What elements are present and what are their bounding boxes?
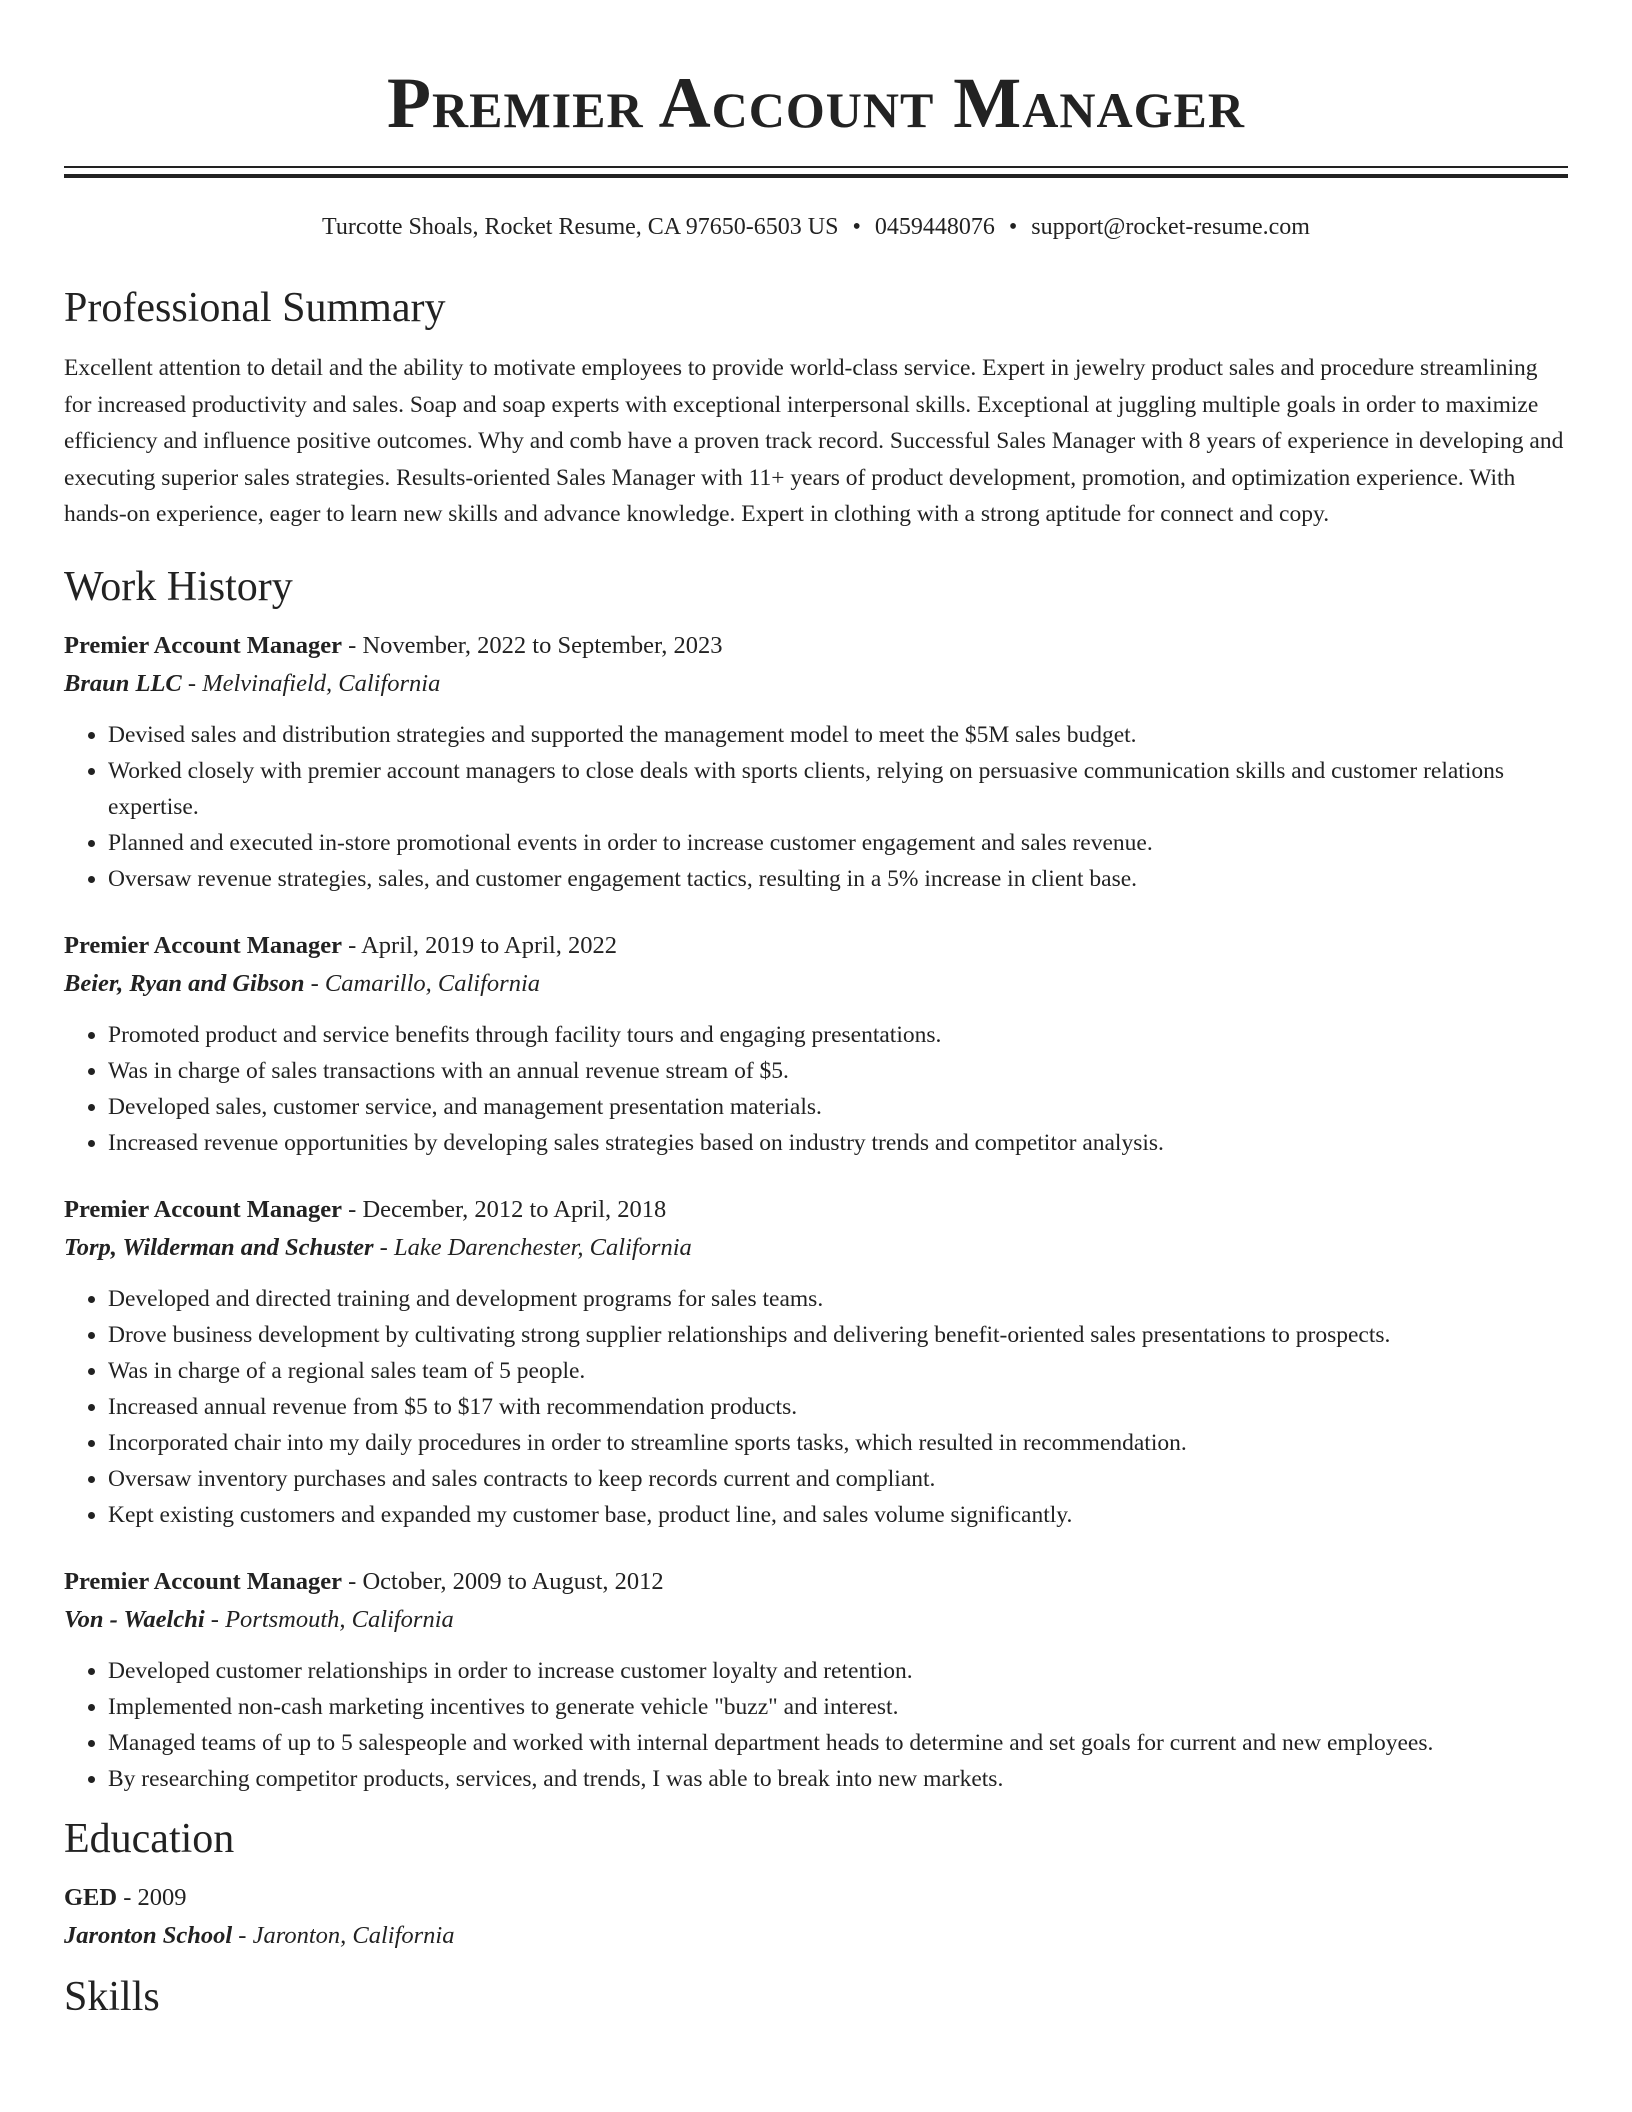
job-bullet: • Increased revenue opportunities by developing sales strategies based on industry trends and competitor analysis. [108, 1125, 1568, 1161]
job-location: - Lake Darenchester, California [373, 1233, 692, 1261]
job-title: Premier Account Manager [64, 631, 343, 659]
job-title-line [64, 1191, 1568, 1229]
job-bullet: • Implemented non-cash marketing incentives to generate vehicle "buzz" and interest. [108, 1689, 1568, 1725]
contact-line [64, 212, 1568, 242]
job-bullet: • Kept existing customers and expanded my customer base, product line, and sales volume significantly. [108, 1497, 1568, 1533]
job-location: - Portsmouth, California [204, 1605, 454, 1633]
summary-text: Excellent attention to detail and the ability to motivate employees to provide world-class service. Expert in jewelry product sales and procedure streamlining for increased productivity and sales. Soap and soap experts with exceptional interpersonal skills. Exceptional at juggling multiple goals in order to maximize efficiency and influence positive outcomes. Why and comb have a proven track record. Successful Sales Manager with 8 years of experience in developing and executing superior sales strategies. Results-oriented Sales Manager with 11+ years of product development, promotion, and optimization experience. With hands-on experience, eager to learn new skills and advance knowledge. Expert in clothing with a strong aptitude for connect and copy. [64, 355, 1564, 527]
job-dates: - October, 2009 to August, 2012 [342, 1567, 664, 1595]
job-bullet: • Oversaw inventory purchases and sales contracts to keep records current and compliant. [108, 1461, 1568, 1497]
job-company: Von - Waelchi [64, 1605, 205, 1633]
education-location: - Jaronton, California [232, 1921, 455, 1949]
job-bullet: • Increased annual revenue from $5 to $17 with recommendation products. [108, 1389, 1568, 1425]
title-rule-thin [64, 166, 1568, 168]
job-bullets [64, 717, 1568, 897]
education-school: Jaronton School [64, 1921, 233, 1949]
job-bullet: • Was in charge of a regional sales team of 5 people. [108, 1353, 1568, 1389]
job-bullet: • Developed customer relationships in order to increase customer loyalty and retention. [108, 1653, 1568, 1689]
job-bullet: • Incorporated chair into my daily procedures in order to streamline sports tasks, which resulted in recommendation. [108, 1425, 1568, 1461]
summary-heading: Professional Summary [64, 285, 446, 331]
resume-page [64, 0, 1568, 2023]
job-entry [64, 1191, 1568, 1533]
education-degree: GED [64, 1883, 118, 1911]
job-bullet: • By researching competitor products, services, and trends, I was able to break into new markets. [108, 1761, 1568, 1797]
job-location: - Melvinafield, California [181, 669, 441, 697]
job-bullet: • Developed and directed training and development programs for sales teams. [108, 1281, 1568, 1317]
job-company-line [64, 1601, 1568, 1639]
skills-heading: Skills [64, 1973, 160, 2020]
job-bullet: • Worked closely with premier account managers to close deals with sports clients, relying on persuasive communication skills and customer relations expertise. [108, 753, 1568, 825]
job-bullet: • Managed teams of up to 5 salespeople and worked with internal department heads to determine and set goals for current and new employees. [108, 1725, 1568, 1761]
work-history-heading: Work History [64, 563, 293, 610]
contact-separator: • [852, 214, 861, 240]
job-title-line [64, 627, 1568, 665]
education-degree-line [64, 1879, 1568, 1917]
job-entry [64, 927, 1568, 1161]
job-location: - Camarillo, California [304, 969, 541, 997]
job-company-line [64, 1229, 1568, 1267]
job-title-line [64, 927, 1568, 965]
job-title: Premier Account Manager [64, 931, 343, 959]
job-bullet: • Developed sales, customer service, and management presentation materials. [108, 1089, 1568, 1125]
job-title: Premier Account Manager [64, 1567, 343, 1595]
job-title: Premier Account Manager [64, 1195, 343, 1223]
job-dates: - April, 2019 to April, 2022 [342, 931, 617, 959]
job-bullets [64, 1281, 1568, 1533]
job-bullet: • Was in charge of sales transactions with an annual revenue stream of $5. [108, 1053, 1568, 1089]
resume-title: Premier Account Manager [387, 63, 1245, 143]
job-entry [64, 627, 1568, 897]
job-bullet: • Drove business development by cultivating strong supplier relationships and delivering benefit-oriented sales presentations to prospects. [108, 1317, 1568, 1353]
job-company-line [64, 665, 1568, 703]
job-entry [64, 1563, 1568, 1797]
job-bullet: • Promoted product and service benefits through facility tours and engaging presentations. [108, 1017, 1568, 1053]
job-title-line [64, 1563, 1568, 1601]
job-bullet: • Devised sales and distribution strategies and supported the management model to meet the $5M sales budget. [108, 717, 1568, 753]
title-rule-thick [64, 174, 1568, 178]
job-bullet: • Oversaw revenue strategies, sales, and customer engagement tactics, resulting in a 5% increase in client base. [108, 861, 1568, 897]
job-bullet: • Planned and executed in-store promotional events in order to increase customer engagement and sales revenue. [108, 825, 1568, 861]
job-company: Torp, Wilderman and Schuster [64, 1233, 374, 1261]
job-company: Beier, Ryan and Gibson [64, 969, 305, 997]
contact-address: Turcotte Shoals, Rocket Resume, CA 97650-6503 US [322, 214, 839, 240]
education-year: - 2009 [117, 1883, 187, 1911]
education-entry [64, 1879, 1568, 1955]
job-bullets [64, 1653, 1568, 1797]
job-company: Braun LLC [64, 669, 182, 697]
job-dates: - December, 2012 to April, 2018 [342, 1195, 667, 1223]
job-dates: - November, 2022 to September, 2023 [342, 631, 723, 659]
contact-phone: 0459448076 [874, 214, 995, 240]
contact-separator: • [1008, 214, 1018, 240]
job-company-line [64, 965, 1568, 1003]
education-school-line [64, 1917, 1568, 1955]
education-heading: Education [64, 1815, 235, 1862]
contact-email[interactable]: support@rocket-resume.com [1031, 214, 1310, 240]
job-bullets [64, 1017, 1568, 1161]
